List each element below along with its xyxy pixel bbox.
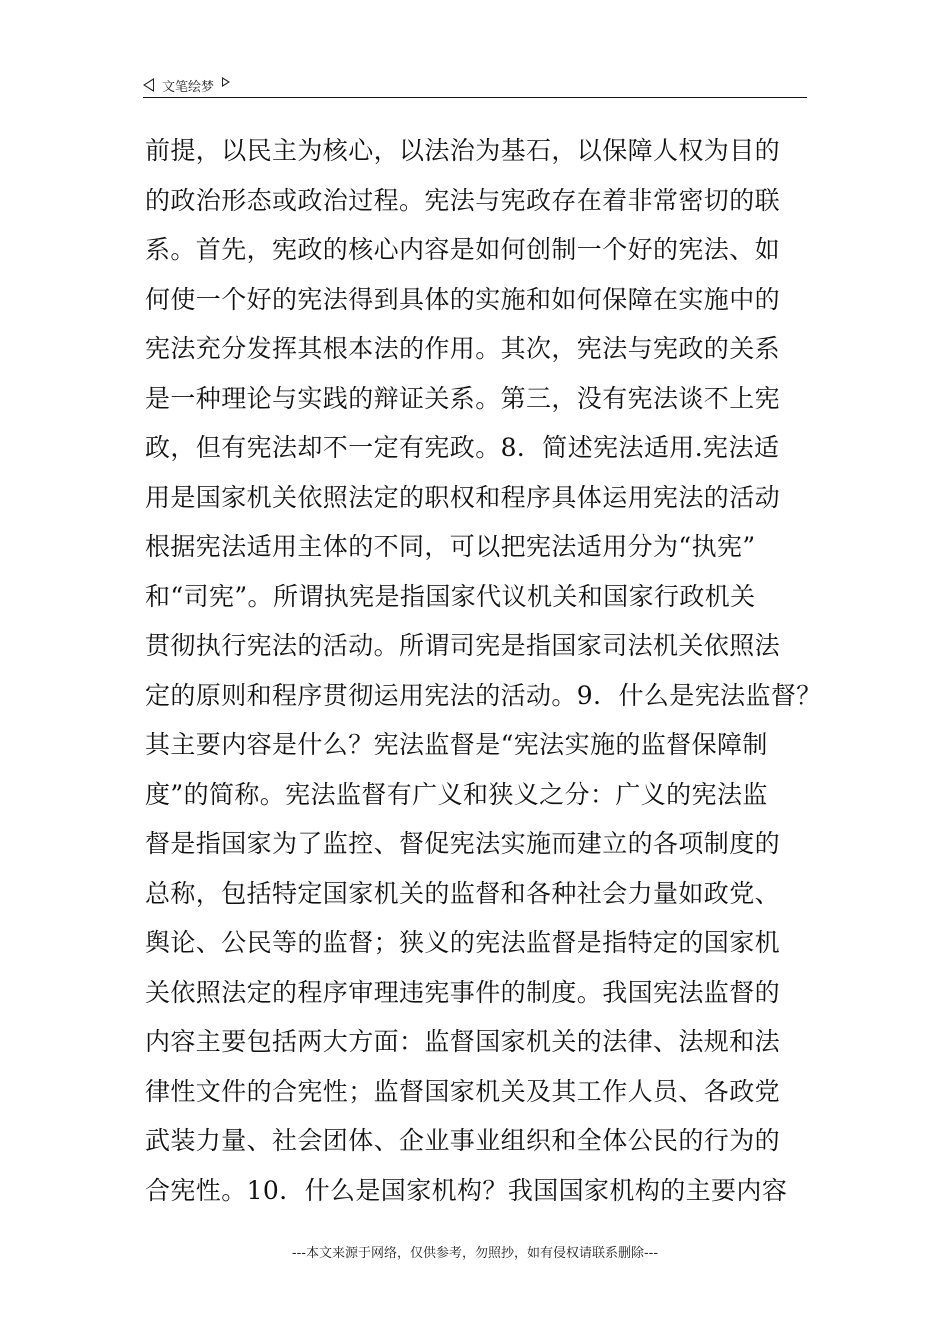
body-line: 根据宪法适用主体的不同，可以把宪法适用分为“执宪” <box>145 532 756 561</box>
body-line: 度”的简称。宪法监督有广义和狭义之分：广义的宪法监 <box>145 779 768 809</box>
body-line: 用是国家机关依照法定的职权和程序具体运用宪法的活动 <box>145 482 781 512</box>
body-line: 前提，以民主为核心，以法治为基石，以保障人权为目的 <box>145 136 781 165</box>
triangle-right-icon <box>222 77 230 87</box>
body-line: 武装力量、社会团体、企业事业组织和全体公民的行为的 <box>145 1126 781 1155</box>
body-line: 宪法充分发挥其根本法的作用。其次，宪法与宪政的关系 <box>145 334 781 363</box>
body-line: 律性文件的合宪性；监督国家机关及其工作人员、各政党 <box>145 1076 781 1106</box>
document-body <box>145 126 825 1215</box>
body-line: 和“司宪”。所谓执宪是指国家代议机关和国家行政机关 <box>145 581 756 611</box>
body-line: 督是指国家为了监控、督促宪法实施而建立的各项制度的 <box>145 829 781 858</box>
body-line: 定的原则和程序贯彻运用宪法的活动。9．什么是宪法监督？ <box>145 680 822 710</box>
body-line: 舆论、公民等的监督；狭义的宪法监督是指特定的国家机 <box>145 928 781 957</box>
body-line: 贯彻执行宪法的活动。所谓司宪是指国家司法机关依照法 <box>145 631 781 660</box>
body-line: 的政治形态或政治过程。宪法与宪政存在着非常密切的联 <box>145 185 781 215</box>
body-line: 是一种理论与实践的辩证关系。第三，没有宪法谈不上宪 <box>145 383 781 413</box>
triangle-left-icon <box>143 78 154 92</box>
body-line: 内容主要包括两大方面：监督国家机关的法律、法规和法 <box>145 1027 781 1056</box>
body-line: 何使一个好的宪法得到具体的实施和如何保障在实施中的 <box>145 284 781 314</box>
body-line: 总称，包括特定国家机关的监督和各种社会力量如政党、 <box>145 878 781 908</box>
footer-notice: ---本文来源于网络，仅供参考，勿照抄，如有侵权请联系删除--- <box>291 1246 659 1261</box>
body-line: 合宪性。10．什么是国家机构？我国国家机构的主要内容 <box>145 1175 788 1205</box>
header-brand: 文笔绘梦 <box>162 79 215 95</box>
body-line: 关依照法定的程序审理违宪事件的制度。我国宪法监督的 <box>145 977 781 1007</box>
header-divider <box>143 97 807 98</box>
page-header <box>143 72 807 98</box>
body-line: 其主要内容是什么？宪法监督是“宪法实施的监督保障制 <box>145 730 768 759</box>
body-line: 系。首先，宪政的核心内容是如何创制一个好的宪法、如 <box>145 235 781 264</box>
body-line: 政，但有宪法却不一定有宪政。8．简述宪法适用.宪法适 <box>145 433 780 462</box>
